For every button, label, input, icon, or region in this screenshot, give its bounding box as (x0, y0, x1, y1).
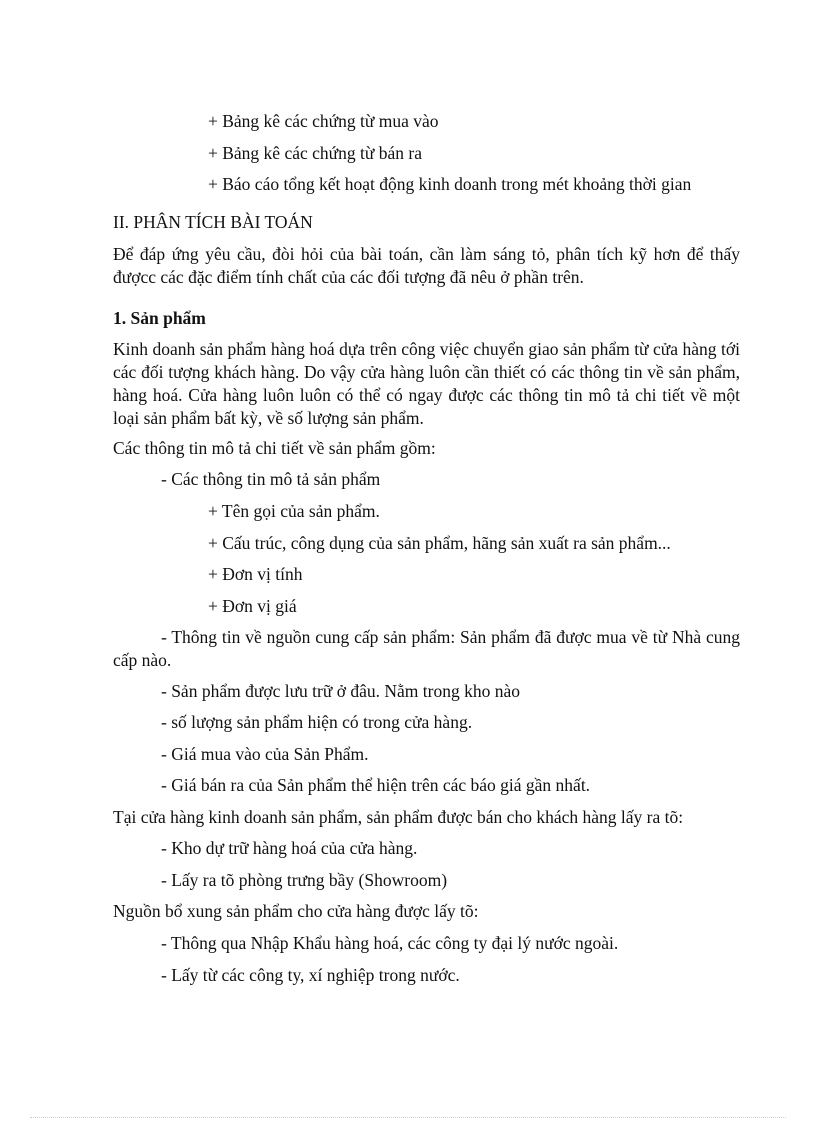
list-item: + Cấu trúc, công dụng của sản phẩm, hãng sản xuất ra sản phẩm... (208, 533, 671, 553)
list-item: - Sản phẩm được lưu trữ ở đâu. Nằm trong kho nào (161, 681, 520, 701)
sale-source-label: Tại cửa hàng kinh doanh sản phẩm, sản phẩm được bán cho khách hàng lấy ra tõ: (113, 807, 684, 827)
list-item: - Thông qua Nhập Khẩu hàng hoá, các công ty đại lý nước ngoài. (161, 933, 619, 953)
list-item: + Tên gọi của sản phẩm. (208, 501, 380, 521)
page-bottom-rule (30, 1117, 786, 1118)
list-item: + Báo cáo tổng kết hoạt động kinh doanh trong mét khoảng thời gian (208, 174, 692, 194)
subsection-heading: 1. Sản phẩm (113, 308, 206, 328)
list-item: - số lượng sản phẩm hiện có trong cửa hàng. (161, 712, 473, 732)
intro-paragraph: Kinh doanh sản phẩm hàng hoá dựa trên công việc chuyển giao sản phẩm từ cửa hàng tới các đối tượng khách hàng. Do vậy cửa hàng luôn cần thiết có các thông tin về sản phẩm, hàng hoá. Cửa hàng luôn luôn có thể có ngay được các thông tin mô tả chi tiết về một loại sản phẩm bất kỳ, về số lượng sản phẩm. (113, 339, 740, 428)
supply-source-label: Nguồn bổ xung sản phẩm cho cửa hàng được lấy tõ: (113, 901, 479, 921)
list-item: - Kho dự trữ hàng hoá của cửa hàng. (161, 838, 418, 858)
section-paragraph: Để đáp ứng yêu cầu, đòi hỏi của bài toán, cần làm sáng tỏ, phân tích kỹ hơn để thấy đượcc các đặc điểm tính chất của các đối tượng đã nêu ở phần trên. (113, 244, 740, 287)
list-item: - Giá bán ra của Sản phẩm thể hiện trên các báo giá gần nhất. (161, 775, 591, 795)
list-item: - Lấy ra tõ phòng trưng bầy (Showroom) (161, 870, 448, 890)
details-label: Các thông tin mô tả chi tiết về sản phẩm gồm: (113, 438, 436, 458)
list-item: + Bảng kê các chứng từ mua vào (208, 111, 439, 131)
list-item: - Giá mua vào của Sản Phẩm. (161, 744, 369, 764)
list-item: + Đơn vị tính (208, 564, 303, 584)
desc-label: - Các thông tin mô tả sản phẩm (161, 469, 381, 489)
supplier-info: - Thông tin về nguồn cung cấp sản phẩm: Sản phẩm đã được mua về từ Nhà cung cấp nào. (113, 627, 740, 670)
list-item: - Lấy từ các công ty, xí nghiệp trong nước. (161, 965, 460, 985)
list-item: + Đơn vị giá (208, 596, 297, 616)
list-item: + Bảng kê các chứng từ bán ra (208, 143, 422, 163)
section-heading: II. PHÂN TÍCH BÀI TOÁN (113, 212, 313, 232)
